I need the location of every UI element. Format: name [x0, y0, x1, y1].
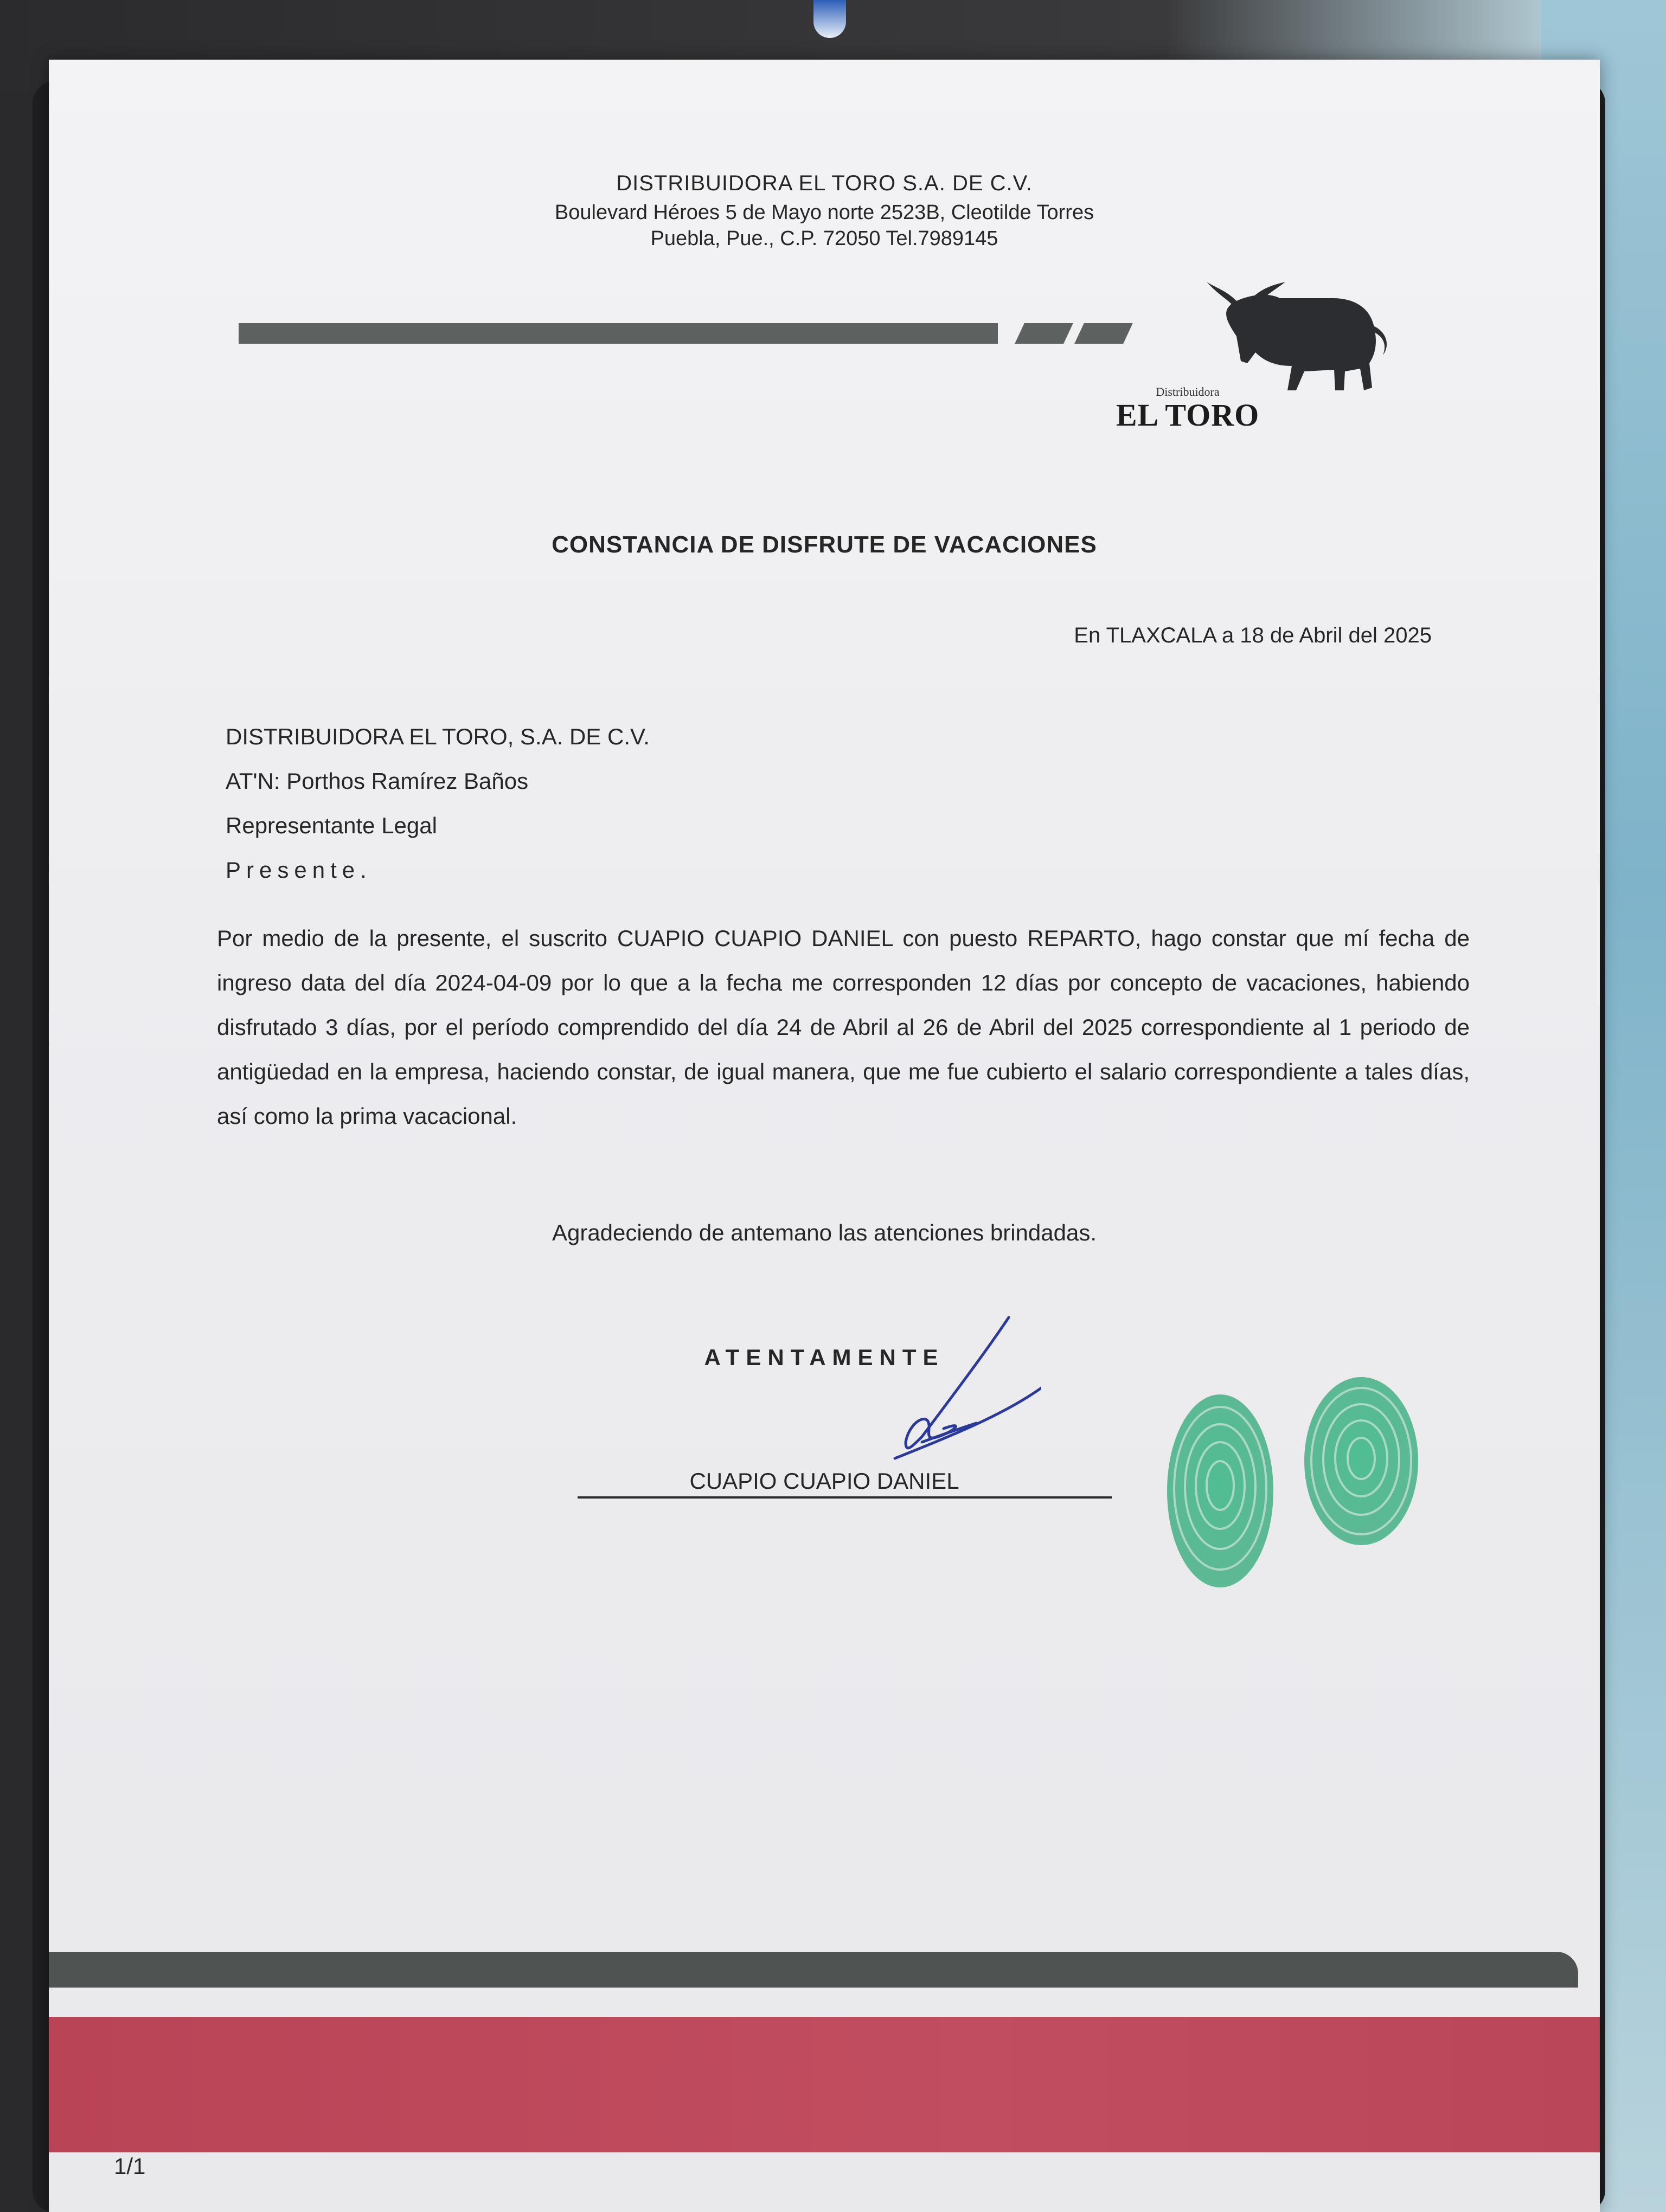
header-company-name: DISTRIBUIDORA EL TORO S.A. DE C.V. [616, 171, 1033, 195]
addressee-attention: AT'N: Porthos Ramírez Baños [226, 768, 529, 794]
handwritten-signature [759, 1307, 1041, 1480]
page-number: 1/1 [114, 2153, 146, 2179]
fingerprint-icon [1150, 1372, 1453, 1599]
header-band [239, 323, 998, 344]
place-date: En TLAXCALA a 18 de Abril del 2025 [1074, 623, 1432, 647]
signer-name: CUAPIO CUAPIO DANIEL [689, 1468, 959, 1494]
closing-text: ATENTAMENTE [704, 1345, 945, 1370]
pen-icon [813, 0, 846, 38]
addressee-presente: Presente. [226, 857, 372, 883]
body-paragraph: Por medio de la presente, el suscrito CUAPIO CUAPIO DANIEL con puesto REPARTO, hago constar que mí fecha de ingreso data del día 2024-04-09 por lo que a la fecha me corresponden 12 días por concepto de vacaciones, habiendo disfrutado 3 días, por el período comprendido del día 24 de Abril al 26 de Abril del 2025 correspondiente al 1 periodo de antigüedad en la empresa, haciendo constar, de igual manera, que me fue cubierto el salario correspondiente a tales días, así como la prima vacacional. [217, 925, 1470, 1129]
addressee-company: DISTRIBUIDORA EL TORO, S.A. DE C.V. [226, 724, 650, 749]
addressee-block [226, 715, 650, 892]
footer-gray-band [49, 1952, 1578, 1988]
footer-red-band [49, 2017, 1600, 2152]
header-band-block [1015, 323, 1073, 344]
thanks-line: Agradeciendo de antemano las atenciones brindadas. [552, 1220, 1097, 1245]
company-logo [1090, 255, 1394, 450]
logo-brand-text: EL TORO [1116, 397, 1260, 433]
document-title: CONSTANCIA DE DISFRUTE DE VACACIONES [552, 531, 1097, 558]
logo-small-text: Distribuidora [1156, 385, 1220, 398]
signature-line [578, 1496, 1112, 1499]
document-page [49, 60, 1600, 2212]
header-address [49, 200, 1600, 252]
header-address-line2: Puebla, Pue., C.P. 72050 Tel.7989145 [650, 227, 998, 250]
header-address-line1: Boulevard Héroes 5 de Mayo norte 2523B, Cleotilde Torres [554, 201, 1094, 224]
addressee-role: Representante Legal [226, 813, 437, 838]
